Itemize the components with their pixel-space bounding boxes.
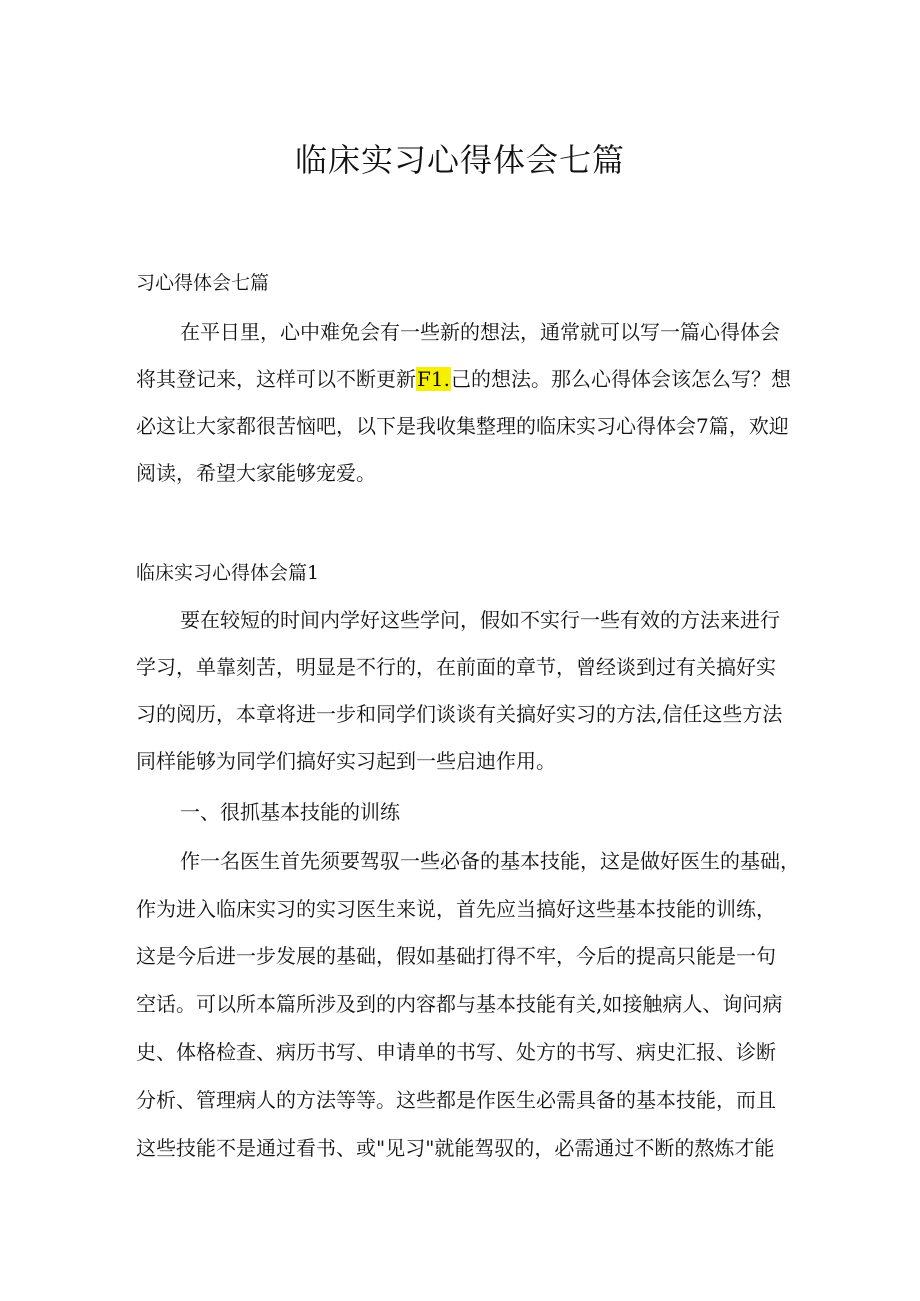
part1-para2-line: 史、体格检查、病历书写、申请单的书写、处方的书写、病史汇报、诊断 [136, 1040, 776, 1064]
highlighted-text: F1. [417, 367, 450, 391]
part1-heading: 临床实习心得体会篇1 [136, 562, 320, 584]
part1-para2-line: 这些技能不是通过看书、或"见习"就能驾驭的，必需通过不断的熬炼才能 [136, 1136, 775, 1160]
part1-para2-line: 这是今后进一步发展的基础，假如基础打得不牢，今后的提高只能是一句 [136, 944, 776, 968]
part1-subheading: 一、很抓基本技能的训练 [180, 800, 400, 824]
intro-line-1: 在平日里，心中难免会有一些新的想法，通常就可以写一篇心得体会 [180, 320, 780, 344]
part1-para2-line: 作一名医生首先须要驾驭一些必备的基本技能，这是做好医生的基础， [180, 849, 800, 873]
intro-line-2 [136, 365, 791, 393]
part1-para2-line: 分析、管理病人的方法等等。这些都是作医生必需具备的基本技能，而且 [136, 1088, 776, 1112]
part1-para2-line: 作为进入临床实习的实习医生来说，首先应当搞好这些基本技能的训练， [136, 897, 776, 921]
part1-para2-line: 空话。可以所本篇所涉及到的内容都与基本技能有关,如接触病人、询问病 [136, 992, 783, 1016]
part1-para1-line: 要在较短的时间内学好这些学问，假如不实行一些有效的方法来进行 [180, 608, 780, 632]
part1-para1-line: 习的阅历，本章将进一步和同学们谈谈有关搞好实习的方法,信任这些方法 [136, 702, 783, 726]
intro-line-4: 阅读，希望大家能够宠爱。 [136, 461, 376, 485]
section-heading: 习心得体会七篇 [136, 272, 270, 294]
intro-line-3: 必这让大家都很苦恼吧，以下是我收集整理的临床实习心得体会7篇，欢迎 [136, 414, 789, 438]
document-title: 临床实习心得体会七篇 [294, 141, 625, 179]
intro-line-2-end: 己的想法。那么心得体会该怎么写？想 [450, 367, 791, 391]
part1-para1-line: 学习，单靠刻苦，明显是不行的，在前面的章节，曾经谈到过有关搞好实 [136, 655, 776, 679]
part1-para1-line: 同样能够为同学们搞好实习起到一些启迪作用。 [136, 749, 556, 773]
intro-line-2-start: 将其登记来，这样可以不断更新 [136, 367, 416, 391]
